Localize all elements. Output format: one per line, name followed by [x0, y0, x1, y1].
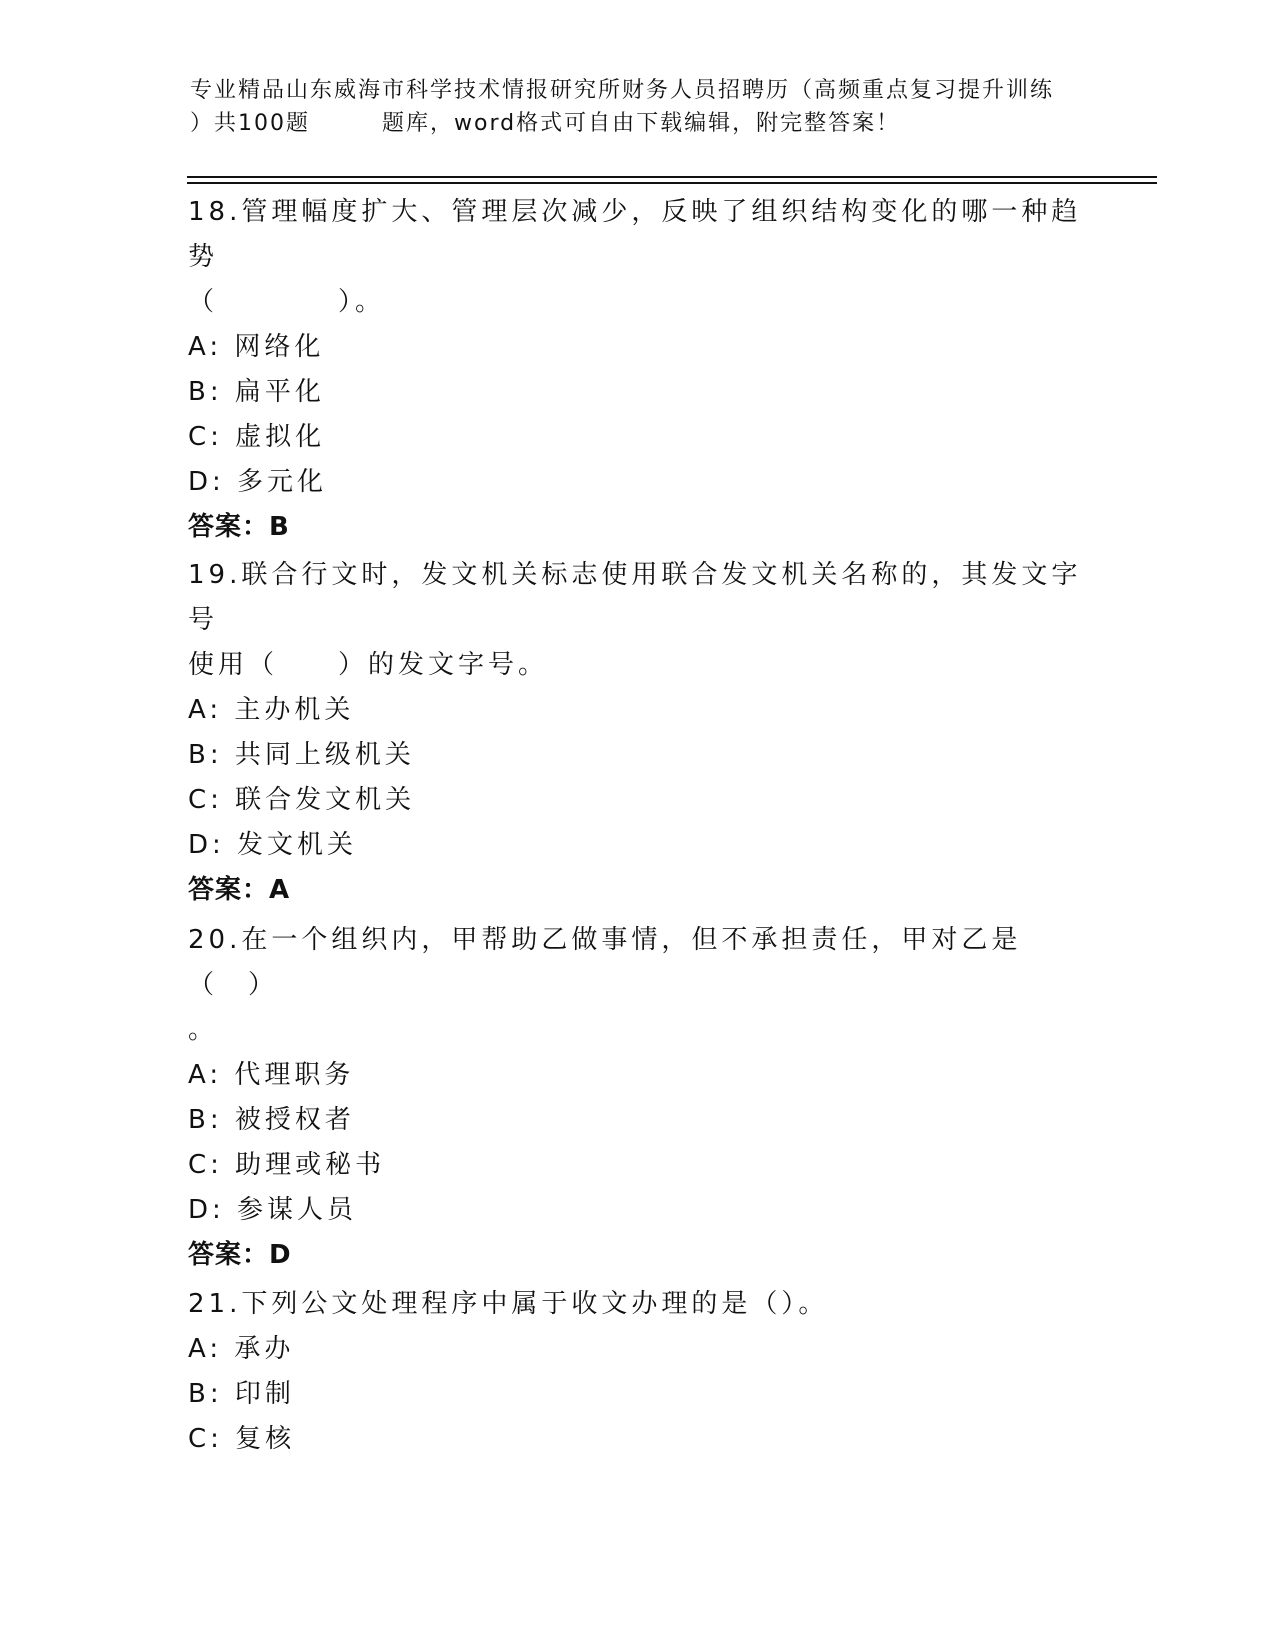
option-b: B: 扁平化	[188, 377, 325, 407]
header-divider-bottom	[187, 182, 1157, 184]
header-line-1: 专业精品山东威海市科学技术情报研究所财务人员招聘历（高频重点复习提升训练	[190, 78, 1055, 103]
header-line-2	[190, 107, 1090, 140]
question-stem-line-1: 18.管理幅度扩大、管理层次减少，反映了组织结构变化的哪一种趋势	[188, 197, 1082, 272]
option-b: B: 印制	[188, 1379, 295, 1409]
answer: 答案：A	[188, 875, 291, 905]
question-stem-line-2: （ ）。	[188, 287, 386, 317]
option-c: C: 助理或秘书	[188, 1150, 386, 1180]
option-d: D: 多元化	[188, 467, 328, 497]
option-a: A: 主办机关	[188, 695, 355, 725]
header-line-2-right: 题库，word格式可自由下载编辑，附完整答案！	[382, 111, 901, 136]
option-a: A: 承办	[188, 1334, 295, 1364]
option-b: B: 共同上级机关	[188, 740, 415, 770]
option-b: B: 被授权者	[188, 1105, 355, 1135]
question-21	[188, 1282, 1088, 1462]
option-c: C: 复核	[188, 1424, 296, 1454]
question-stem-line-1: 20.在一个组织内，甲帮助乙做事情，但不承担责任，甲对乙是（ ）	[188, 925, 1022, 1000]
document-header	[190, 74, 1090, 140]
option-c: C: 联合发文机关	[188, 785, 416, 815]
question-stem-line-2: 使用（ ）的发文字号。	[188, 650, 549, 680]
question-stem-line-1: 19.联合行文时，发文机关标志使用联合发文机关名称的，其发文字号	[188, 560, 1082, 635]
question-19	[188, 553, 1088, 913]
option-a: A: 代理职务	[188, 1060, 355, 1090]
question-stem-line-2: 。	[188, 1015, 219, 1045]
question-20	[188, 918, 1088, 1278]
option-a: A: 网络化	[188, 332, 325, 362]
question-stem-line-1: 21.下列公文处理程序中属于收文办理的是（）。	[188, 1289, 829, 1319]
header-line-2-left: ）共100题	[190, 111, 310, 136]
option-d: D: 参谋人员	[188, 1195, 358, 1225]
answer: 答案：B	[188, 512, 290, 542]
header-divider-top	[187, 176, 1157, 178]
option-c: C: 虚拟化	[188, 422, 326, 452]
answer: 答案：D	[188, 1240, 292, 1270]
question-18	[188, 190, 1088, 550]
option-d: D: 发文机关	[188, 830, 358, 860]
